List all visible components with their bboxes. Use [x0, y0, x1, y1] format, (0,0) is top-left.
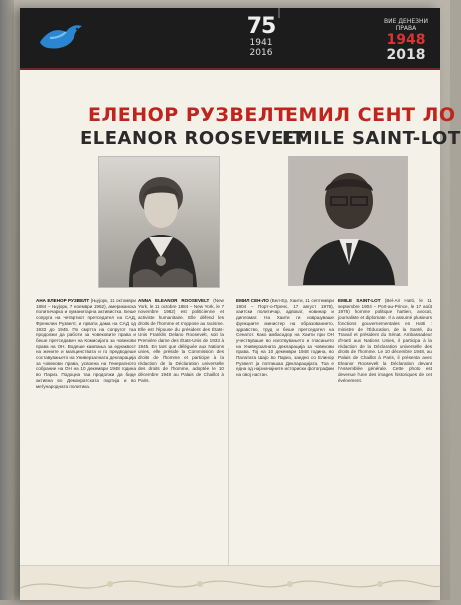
- right-bio-french-lead: EMILE SAINT-LOT: [338, 298, 381, 303]
- right-bio-macedonian: [236, 298, 334, 588]
- poster-header-banner: [20, 8, 440, 70]
- poster-footer-band: [20, 565, 440, 600]
- dove-icon: [36, 20, 84, 56]
- exhibition-poster: [20, 8, 461, 600]
- left-bio-french-lead: ANNA ELEANOR ROOSEVELT: [138, 298, 210, 303]
- human-rights-logo: [378, 18, 434, 63]
- right-bio-macedonian-lead: ЕМИЛ СЕН-ЛО: [236, 298, 269, 303]
- right-name-latin: EMILE SAINT-LOT: [282, 128, 461, 149]
- anniversary-logo: [234, 16, 288, 62]
- left-name-cyrillic: ЕЛЕНОР РУЗВЕЛТ: [88, 104, 288, 126]
- left-name-latin: ELEANOR ROOSEVELT: [80, 128, 306, 149]
- emile-saint-lot-photo: [288, 156, 408, 286]
- anniversary-years: [234, 38, 288, 58]
- right-bio-french-text: (Bel-Air Haïti, le 11 septembre 1904 – Port-au-Prince, le 17 août 1976) homme politique haïtien, avocat, journaliste et diplomate. Il a assumé plusieurs fonctions gouvernementales en Haïti : ministre de l'Éducation, de la Santé, du Travail et président du Sénat. Ambassadeur d'Haïti aux Nations Unies, il participa à la rédaction de la Déclaration universelle des droits de l'homme. Le 10 décembre 1948, au Palais de Chaillot à Paris, il présenta avec Eleanor Roosevelt la Déclaration devant l'Assemblée générale. Cette photo est devenue l'une des images historiques de cet événement.: [338, 298, 432, 383]
- anniversary-number: 75: [246, 14, 276, 39]
- left-bio-french: [138, 298, 224, 588]
- portrait-illustration: [289, 157, 407, 285]
- left-bio-macedonian: [36, 298, 136, 588]
- right-bio-french: [338, 298, 432, 588]
- left-bio-macedonian-text: (Њујорк, 11 октомври 1884 – Њујорк, 7 ноември 1962), американска политичарка и хуманитарна активистка. Беше сопруга на четвртиот претседател на САД, Френклин Рузвелт, и првата дама на САД од 1933 до 1945. По смртта на сопругот таа продолжи да работи за човековите права и беше претседавач на Комисијата за човекови права на ОН. Водеше кампања за еднаквост на жените и малцинствата и го предводеше составувањето на Универзалната декларација за човекови права, усвоена на Генералното собрание на ОН на 10 декември 1948 година во Париз. Подоцна таа продолжи да биде активна во Демократската партија и во меѓународната политика.: [36, 298, 136, 389]
- left-bio-macedonian-lead: АНА ЕЛЕНОР РУЗВЕЛТ: [36, 298, 90, 303]
- human-rights-logo-text: ВИЕ ДЕНЕЗНИ ПРАВА: [384, 18, 428, 32]
- portrait-illustration: [99, 157, 219, 287]
- right-name-cyrillic: ЕМИЛ СЕНТ ЛО: [285, 104, 456, 126]
- human-rights-logo-year1: 1948: [386, 32, 426, 48]
- anniversary-year-start: 1941: [249, 38, 273, 48]
- floral-ornament-icon: [20, 566, 440, 600]
- eleanor-roosevelt-photo: [98, 156, 220, 288]
- column-divider: [228, 348, 229, 568]
- anniversary-year-end: 2016: [249, 48, 273, 58]
- left-bio-french-text: (New York, le 11 octobre 1884 – New York, le 7 novembre 1962) est politicienne et activiste humanitaire. Elle défend les droits de l'homme et s'oppose au racisme. Elle est l'épouse du président des États-Unis Franklin Delano Roosevelt, soit la Première dame des États-Unis de 1933 à 1945. En tant que déléguée aux Nations unies, elle préside la Commission des droits de l'homme et participe à la rédaction de la Déclaration universelle des droits de l'homme, adoptée le 10 décembre 1948 au Palais de Chaillot à Paris.: [138, 298, 224, 383]
- wall-edge: [0, 0, 14, 600]
- right-bio-macedonian-text: (Бел-Ер, Хаити, 11 септември 1904 – Порт-о-Пренс, 17 август 1976), хаитски политичар, адвокат, новинар и дипломат. На Хаити ги извршуваше функциите министер на образованието, здравство, труд и беше претседател на Сенатот. Како амбасадор на Хаити при ОН учествуваше во изготвувањето и гласањето на Универзалната декларација за човекови права. Тој на 10 декември 1948 година, во Палатата Шајо во Париз, заедно со Елинор Рузвелт ја потпишаа Декларацијата. Тоа е една од најзначајните историски фотографии на овој настан.: [236, 298, 334, 378]
- human-rights-logo-year2: 2018: [386, 47, 426, 63]
